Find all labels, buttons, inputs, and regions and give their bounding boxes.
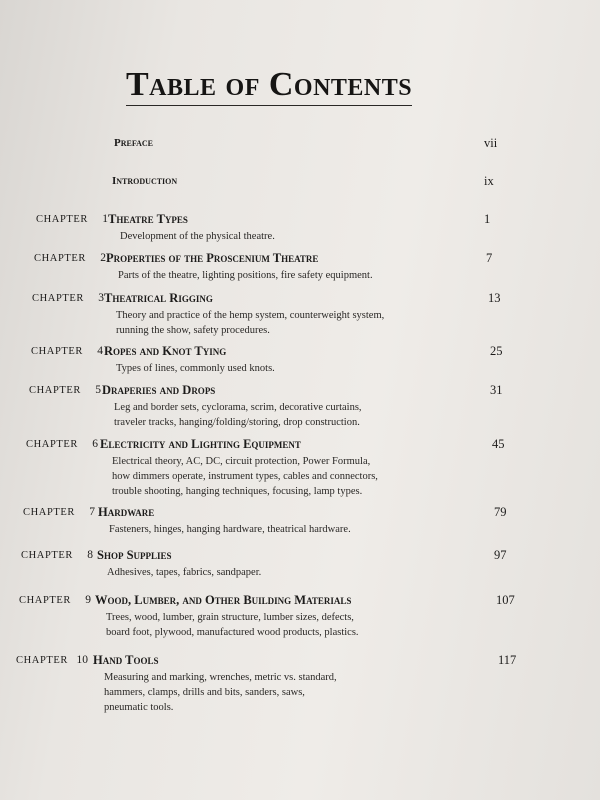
chapter-description-line: Types of lines, commonly used knots.: [116, 363, 275, 374]
chapter-label: [26, 438, 98, 450]
chapter-word: CHAPTER: [16, 655, 69, 666]
chapter-word: CHAPTER: [34, 253, 87, 264]
chapter-description-line: Theory and practice of the hemp system, counterweight system,: [116, 310, 385, 321]
chapter-description: [120, 229, 275, 244]
chapter-description-line: Electrical theory, AC, DC, circuit protection, Power Formula,: [112, 456, 371, 467]
chapter-label: [23, 506, 95, 518]
chapter-page-number: 97: [494, 548, 507, 562]
chapter-page-number: 31: [490, 383, 503, 397]
chapter-number: 7: [89, 506, 96, 518]
chapter-number: 1: [102, 213, 109, 225]
introduction-label: Introduction: [112, 175, 178, 187]
chapter-description-line: Measuring and marking, wrenches, metric vs. standard,: [104, 672, 337, 683]
chapter-page-number: 7: [486, 251, 493, 265]
chapter-title: Theatrical Rigging: [104, 291, 213, 305]
chapter-description-line: trouble shooting, hanging techniques, focusing, lamp types.: [112, 486, 363, 497]
chapter-word: CHAPTER: [26, 439, 79, 450]
chapter-description-line: how dimmers operate, instrument types, cables and connectors,: [112, 471, 378, 482]
chapter-word: CHAPTER: [29, 385, 82, 396]
chapter-title: Properties of the Proscenium Theatre: [106, 251, 319, 265]
chapter-description-line: hammers, clamps, drills and bits, sanders, saws,: [104, 687, 305, 698]
preface-page: vii: [484, 136, 498, 150]
chapter-description-line: board foot, plywood, manufactured wood products, plastics.: [106, 627, 359, 638]
chapter-description-line: Leg and border sets, cyclorama, scrim, decorative curtains,: [114, 402, 362, 413]
chapter-description-line: Fasteners, hinges, hanging hardware, theatrical hardware.: [109, 524, 351, 535]
chapter-word: CHAPTER: [31, 346, 84, 357]
chapter-label: [32, 292, 104, 304]
chapter-description: [116, 361, 275, 376]
chapter-description-line: pneumatic tools.: [104, 702, 174, 713]
chapter-page-number: 79: [494, 505, 507, 519]
chapter-description: [118, 268, 373, 283]
chapter-description: [116, 308, 384, 338]
chapter-description: [109, 522, 351, 537]
chapter-number: 3: [98, 292, 105, 304]
chapter-description: [106, 610, 359, 640]
chapter-description-line: Development of the physical theatre.: [120, 231, 275, 242]
chapter-page-number: 117: [498, 653, 517, 667]
chapter-number: 2: [100, 252, 107, 264]
chapter-title: Ropes and Knot Tying: [104, 344, 227, 358]
chapter-word: CHAPTER: [21, 550, 74, 561]
chapter-description-line: running the show, safety procedures.: [116, 325, 270, 336]
chapter-number: 5: [95, 384, 102, 396]
chapter-description: [104, 670, 337, 715]
chapter-number: 6: [92, 438, 99, 450]
chapter-title: Draperies and Drops: [102, 383, 216, 397]
chapter-label: [19, 594, 91, 606]
chapter-title: Shop Supplies: [97, 548, 172, 562]
chapter-title: Theatre Types: [108, 212, 188, 226]
chapter-description: [114, 400, 362, 430]
chapter-page-number: 1: [484, 212, 491, 226]
chapter-label: [36, 213, 108, 225]
chapter-word: CHAPTER: [32, 293, 85, 304]
chapter-page-number: 45: [492, 437, 505, 451]
page-title: Table of Contents: [126, 66, 412, 106]
chapter-description-line: Trees, wood, lumber, grain structure, lumber sizes, defects,: [106, 612, 354, 623]
chapter-number: 9: [85, 594, 92, 606]
chapter-title: Wood, Lumber, and Other Building Materials: [95, 593, 352, 607]
chapter-label: [21, 549, 93, 561]
chapter-page-number: 13: [488, 291, 501, 305]
chapter-label: [16, 654, 88, 666]
chapter-number: 8: [87, 549, 94, 561]
chapter-label: [29, 384, 101, 396]
chapter-title: Hand Tools: [93, 653, 159, 667]
chapter-title: Hardware: [98, 505, 155, 519]
chapter-page-number: 107: [496, 593, 515, 607]
chapter-page-number: 25: [490, 344, 503, 358]
chapter-word: CHAPTER: [36, 214, 89, 225]
introduction-page: ix: [484, 174, 494, 188]
chapter-description-line: Parts of the theatre, lighting positions, fire safety equipment.: [118, 270, 373, 281]
chapter-number: 10: [76, 654, 89, 666]
chapter-description: [112, 454, 378, 499]
chapter-title: Electricity and Lighting Equipment: [100, 437, 301, 451]
chapter-word: CHAPTER: [23, 507, 76, 518]
chapter-label: [31, 345, 103, 357]
chapter-description: [107, 565, 261, 580]
preface-label: Preface: [114, 137, 154, 149]
chapter-description-line: Adhesives, tapes, fabrics, sandpaper.: [107, 567, 262, 578]
chapter-number: 4: [97, 345, 104, 357]
chapter-word: CHAPTER: [19, 595, 72, 606]
chapter-description-line: traveler tracks, hanging/folding/storing, drop construction.: [114, 417, 360, 428]
chapter-label: [34, 252, 106, 264]
